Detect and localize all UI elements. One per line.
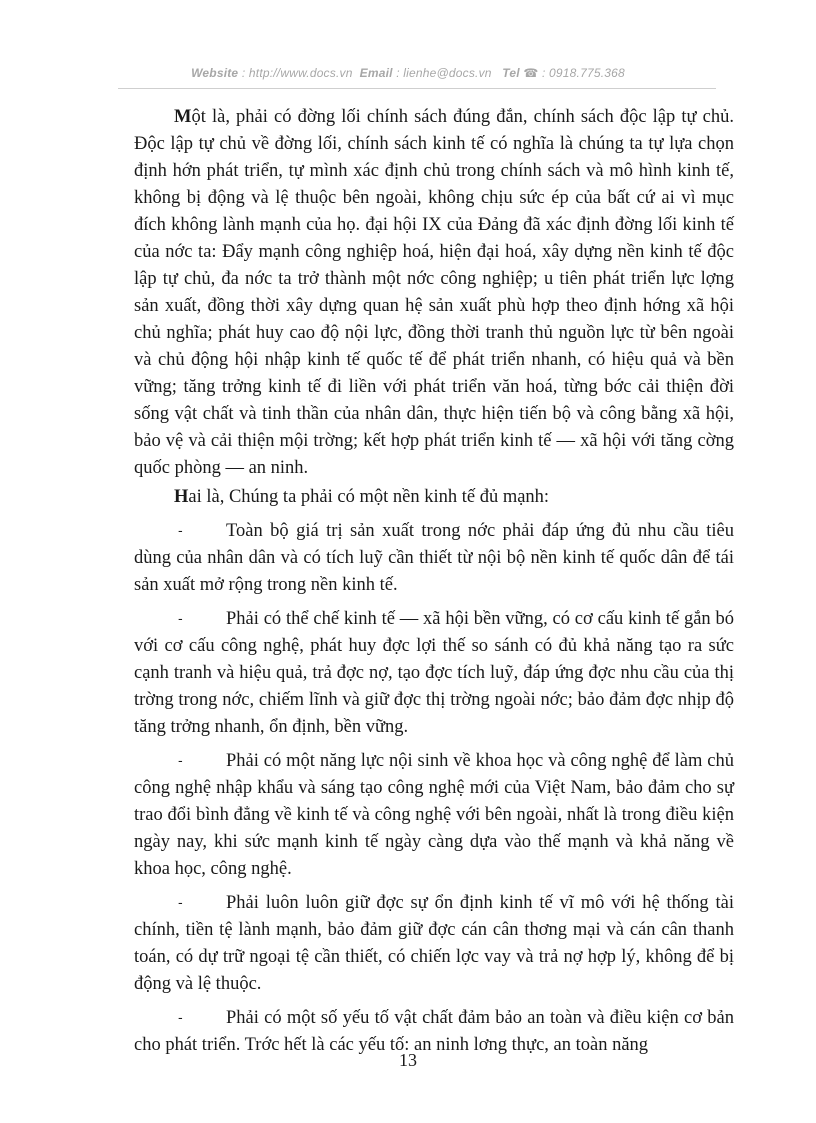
email-label: Email — [359, 66, 393, 80]
paragraph-first-point — [134, 104, 734, 482]
bullet-text: Phải có một số yếu tố vật chất đảm bảo an toàn và điều kiện cơ bản cho phát triển. Trớc hết là các yếu tố: an ninh lơng thực, an toàn năng — [134, 1008, 734, 1055]
bullet-mark: - — [178, 1011, 183, 1026]
tel-label: Tel — [502, 66, 520, 80]
paragraph-text: ột là, phải có đờng lối chính sách đúng đắn, chính sách độc lập tự chủ. Độc lập tự chủ về đờng lối, chính sách kinh tế có nghĩa là chúng ta tự lựa chọn định hớn phát triển, tự mình xác định chủ trong chính sách và mô hình kinh tế, không bị động và lệ thuộc bên ngoài, không chịu sức ép của bất cứ ai vì mục đích không lành mạnh của họ. đại hội IX của Đảng đã xác định đờng lối kinh tế của nớc ta: Đẩy mạnh công nghiệp hoá, hiện đại hoá, xây dựng nền kinh tế độc lập tự chủ, đa nớc ta trở thành một nớc công nghiệp; u tiên phát triển lực lợng sản xuất, đồng thời xây dựng quan hệ sản xuất phù hợp theo định hớng xã hội chủ nghĩa; phát huy cao độ nội lực, đồng thời tranh thủ nguồn lực từ bên ngoài và chủ động hội nhập kinh tế quốc tế để phát triển nhanh, có hiệu quả và bền vững; tăng trởng kinh tế đi liền với phát triển văn hoá, từng bớc cải thiện đời sống vật chất và tinh thần của nhân dân, thực hiện tiến bộ và công bằng xã hội, bảo vệ và cải thiện mội trờng; kết hợp phát triển kinh tế — xã hội với tăng cờng quốc phòng — an ninh. — [134, 107, 734, 478]
paragraph-second-point — [134, 484, 734, 511]
bullet-text: Toàn bộ giá trị sản xuất trong nớc phải đáp ứng đủ nhu cầu tiêu dùng của nhân dân và có tích luỹ cần thiết từ nội bộ nền kinh tế quốc dân để tái sản xuất mở rộng trong nền kinh tế. — [134, 521, 734, 595]
page-number: 13 — [399, 1050, 417, 1070]
website-label: Website — [191, 66, 239, 80]
bullet-item — [134, 518, 734, 599]
bullet-mark: - — [178, 612, 183, 627]
page-header — [0, 66, 816, 80]
bullet-item — [134, 890, 734, 998]
bullet-mark: - — [178, 754, 183, 769]
paragraph-lead-letter: H — [174, 487, 189, 507]
bullet-text: Phải có thể chế kinh tế — xã hội bền vững, có cơ cấu kinh tế gắn bó với cơ cấu công nghệ, phát huy đợc lợi thế so sánh có đủ khả năng tạo ra sức cạnh tranh và hiệu quả, trả đợc nợ, tạo đợc tích luỹ, đáp ứng đợc nhu cầu của thị trờng trong nớc, chiếm lĩnh và giữ đợc thị trờng ngoài nớc; bảo đảm đợc nhịp độ tăng trởng nhanh, ổn định, bền vững. — [134, 609, 734, 737]
tel-value: ☎ : 0918.775.368 — [523, 66, 625, 80]
bullet-item — [134, 748, 734, 883]
paragraph-lead-letter: M — [174, 107, 192, 127]
header-rule — [118, 88, 716, 89]
email-value: : lienhe@docs.vn — [396, 66, 492, 80]
website-value: : http://www.docs.vn — [241, 66, 353, 80]
document-body — [134, 104, 734, 1059]
bullet-text: Phải có một năng lực nội sinh về khoa học và công nghệ để làm chủ công nghệ nhập khẩu và sáng tạo công nghệ mới của Việt Nam, bảo đảm cho sự trao đổi bình đẳng về kinh tế và công nghệ với bên ngoài, nhất là trong điều kiện ngày nay, khi sức mạnh kinh tế ngày càng dựa vào thế mạnh và khả năng về khoa học, công nghệ. — [134, 751, 734, 879]
bullet-item — [134, 606, 734, 741]
bullet-mark: - — [178, 524, 183, 539]
bullet-text: Phải luôn luôn giữ đợc sự ổn định kinh tế vĩ mô với hệ thống tài chính, tiền tệ lành mạnh, bảo đảm giữ đợc cán cân thơng mại và cán cân thanh toán, có dự trữ ngoại tệ cần thiết, có chiến lợc vay và trả nợ hợp lý, không để bị động và lệ thuộc. — [134, 893, 734, 994]
paragraph-text: ai là, Chúng ta phải có một nền kinh tế đủ mạnh: — [188, 487, 550, 507]
bullet-mark: - — [178, 896, 183, 911]
